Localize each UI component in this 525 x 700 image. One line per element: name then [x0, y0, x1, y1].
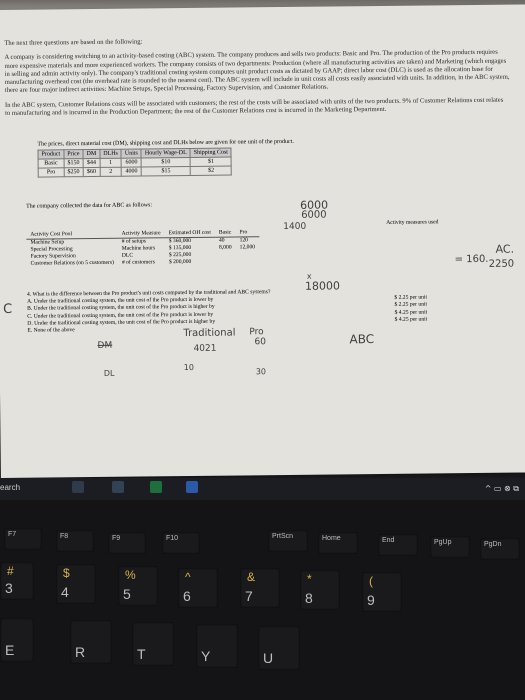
key-label: 4 — [61, 584, 69, 600]
table-cell — [236, 258, 259, 265]
table-cell: 2 — [100, 167, 122, 176]
table-cell: 120 — [239, 237, 248, 244]
handwritten-6000b: 6000 — [301, 209, 327, 221]
handwritten-60: 60 — [254, 337, 266, 348]
table-cell: $ 135,000 — [168, 244, 192, 252]
handwritten-pro: Pro — [249, 327, 264, 338]
prices-header: Units — [121, 149, 141, 158]
key-prtscn[interactable] — [268, 530, 308, 552]
table-row — [38, 166, 232, 177]
key-e[interactable] — [0, 618, 34, 662]
system-tray-icons[interactable]: ^ ▭ ⊗ ⧉ — [484, 484, 519, 493]
prices-header: Product — [38, 150, 64, 159]
key-pgdn[interactable] — [480, 538, 520, 560]
key-f8[interactable] — [56, 530, 94, 552]
key-4[interactable] — [56, 564, 96, 604]
table-cell: Machine Setup — [30, 239, 65, 246]
activity-header: Activity Measure — [118, 230, 165, 238]
table-cell: # of setups — [121, 238, 146, 245]
key-u[interactable] — [258, 626, 300, 670]
table-cell: 1 — [100, 158, 122, 167]
table-cell: $ 360,000 — [168, 237, 192, 245]
table-cell: $ 225,000 — [168, 251, 192, 259]
handwritten-abc: ABC — [349, 332, 375, 347]
table-cell: DLC — [121, 252, 134, 259]
activity-header: Activity Cost Pool — [26, 231, 117, 239]
table-cell: $ 200,000 — [168, 258, 192, 266]
choice-amount: $ 4.25 per unit — [394, 309, 428, 316]
table-cell: $44 — [83, 158, 100, 167]
table-cell: Pro — [38, 168, 64, 177]
choice-text: C. Under the traditional costing system, the unit cost of the Pro product is lower by — [27, 311, 214, 320]
key-shift-label: % — [125, 568, 136, 582]
handwritten-circle-c: C — [3, 301, 13, 317]
handwritten-traditional: Traditional — [183, 327, 236, 340]
handwritten-eq-160: = 160. — [454, 253, 489, 266]
table-cell: Machine hours — [121, 245, 156, 252]
key-label: PgDn — [484, 541, 502, 548]
key-y[interactable] — [196, 624, 238, 668]
intro-paragraph-1: A company is considering switching to an activity-based costing (ABC) system. The company produces and sells two products: Basic and Pro. The production of the Pro products requires more expensive materials and more experienced workers. The company consists of two departments: Production (where all manufacturing activities are taken) and Marketing (which engages in selling and admin activity only). The company's traditional costing system computes unit product costs as dictated by GAAP; direct labor cost (DLC) is used as the allocation base for manufacturing overhead cost (the overhead rate is rounded to the nearest cent). The ABC system will include in unit costs all costs easily associated with units. In addition, in the ABC system, there are four major indirect activities: Machine Setups, Special Processing, Factory Supervision, and Customer Relations. — [4, 49, 510, 95]
key-label: 7 — [245, 588, 253, 604]
key-f10[interactable] — [162, 532, 200, 554]
choice-amount: $ 2.25 per unit — [394, 301, 428, 309]
laptop-keyboard — [0, 500, 525, 700]
choice-amount: $ 4.25 per unit — [394, 316, 428, 323]
table-cell: 40 — [218, 237, 225, 244]
handwritten-6000: 6000 — [299, 198, 329, 212]
worksheet-paper — [0, 4, 525, 478]
table-cell: 12,000 — [239, 244, 256, 251]
prices-header: Hourly Wage-DL — [141, 148, 190, 158]
key-label: F7 — [8, 531, 17, 538]
key-label: PgUp — [434, 539, 452, 546]
key-pgup[interactable] — [430, 536, 470, 558]
taskbar-browser-icon[interactable] — [186, 481, 198, 493]
handwritten-x: x — [306, 271, 312, 281]
key-f9[interactable] — [108, 532, 146, 554]
key-shift-label: * — [307, 572, 312, 586]
key-label: T — [137, 646, 146, 662]
table-cell: Factory Supervision — [30, 253, 76, 260]
key-r[interactable] — [70, 620, 112, 664]
key-label: 9 — [367, 592, 375, 608]
key-shift-label: ^ — [185, 570, 191, 584]
table-cell: $250 — [64, 168, 83, 177]
collected-caption: The company collected the data for ABC as follows: — [26, 202, 153, 210]
key-label: 6 — [183, 588, 191, 604]
intro-lead: The next three questions are based on the following: — [4, 38, 143, 47]
key-end[interactable] — [378, 534, 418, 556]
handwritten-2250: 2250 — [488, 258, 515, 270]
handwritten-1400: 1400 — [283, 221, 307, 233]
prices-title: The prices, direct material cost (DM), shipping cost and DLHs below are given for one unit of the product. — [37, 138, 294, 148]
key-shift-label: # — [7, 564, 14, 578]
table-cell — [215, 259, 236, 266]
table-cell: 8,000 — [219, 244, 232, 251]
question-4 — [26, 287, 447, 338]
table-cell: $2 — [190, 166, 231, 175]
handwritten-10: 10 — [183, 362, 194, 373]
table-cell: 4000 — [121, 167, 141, 176]
choice-text: E. None of the above — [27, 327, 75, 334]
choice-text: B. Under the traditional costing system, the unit cost of the Pro product is higher by — [27, 304, 215, 313]
key-shift-label: $ — [63, 566, 70, 580]
key-label: U — [263, 650, 274, 666]
table-cell: $60 — [83, 167, 100, 176]
taskbar-search[interactable]: earch — [0, 483, 21, 492]
choice-text: A. Under the traditional costing system, the unit cost of the Pro product is lower by — [27, 296, 214, 305]
key-label: R — [75, 644, 86, 660]
key-label: 3 — [5, 580, 13, 596]
key-t[interactable] — [132, 622, 174, 666]
table-cell: $1 — [190, 157, 231, 166]
key-label: 5 — [123, 586, 131, 602]
prices-header: DM — [83, 149, 100, 158]
key-shift-label: & — [247, 570, 256, 584]
task-view-icon[interactable] — [72, 481, 84, 493]
table-cell: # of customers — [121, 259, 155, 266]
key-8[interactable] — [300, 570, 340, 610]
prices-header: Shipping Cost — [190, 148, 231, 157]
table-cell: Special Processing — [30, 246, 73, 253]
table-row — [27, 258, 260, 267]
key-label: E — [5, 642, 15, 658]
worksheet-content — [4, 35, 515, 125]
prices-table — [37, 148, 232, 178]
key-label: F9 — [112, 535, 121, 542]
table-cell: $10 — [141, 157, 190, 167]
key-7[interactable] — [240, 568, 280, 608]
activity-header: Basic — [215, 230, 236, 238]
handwritten-dl: DL — [103, 368, 115, 378]
key-3[interactable] — [0, 562, 34, 600]
key-5[interactable] — [118, 566, 158, 606]
prices-header: Price — [64, 150, 83, 159]
table-cell: $15 — [142, 166, 191, 176]
key-6[interactable] — [178, 568, 218, 608]
key-label: PrtScn — [272, 533, 294, 540]
key-label: F10 — [166, 535, 179, 542]
handwritten-18000: 18000 — [304, 279, 340, 293]
prices-header: DLHs — [100, 149, 122, 158]
key-f7[interactable] — [4, 528, 42, 550]
intro-paragraph-2: In the ABC system, Customer Relations costs will be associated with customers; the rest of the costs will be associated with units of the two products. 9% of Customer Relations cost relates to manufacturing and is incurred in the Production Department; the rest of the Customer Relations cost is incurred in the Marketing Department. — [4, 96, 504, 117]
choice-text: D. Under the traditional costing system, the unit cost of the Pro product is higher by — [27, 318, 216, 327]
activity-measures-caption: Activity measures used — [386, 219, 439, 226]
table-cell: $150 — [64, 159, 83, 168]
activity-table — [26, 229, 259, 267]
handwritten-4021: 4021 — [193, 343, 217, 354]
key-label: F8 — [60, 533, 69, 540]
key-shift-label: ( — [369, 574, 373, 588]
activity-header: Estimated OH cost — [165, 230, 215, 238]
taskbar-app-icon[interactable] — [112, 481, 124, 493]
handwritten-dm: DM — [97, 340, 113, 351]
choice-amount: $ 2.25 per unit — [394, 294, 428, 302]
key-9[interactable] — [362, 572, 402, 612]
taskbar-store-icon[interactable] — [150, 481, 162, 493]
question-4-stem: 4. What is the difference between the Pro product's unit costs computed by the traditional and ABC systems? — [26, 289, 271, 298]
table-cell: 6000 — [121, 158, 141, 167]
key-label: Y — [201, 648, 211, 664]
handwritten-30: 30 — [255, 367, 267, 377]
handwritten-ac: AC. — [495, 242, 515, 256]
activity-header: Pro — [235, 229, 258, 237]
key-label: Home — [322, 535, 341, 542]
table-cell: Customer Relations (on 5 customers) — [30, 259, 114, 267]
key-label: End — [382, 537, 395, 544]
table-cell: Basic — [38, 159, 64, 168]
key-label: 8 — [305, 590, 313, 606]
key-home[interactable] — [318, 532, 358, 554]
